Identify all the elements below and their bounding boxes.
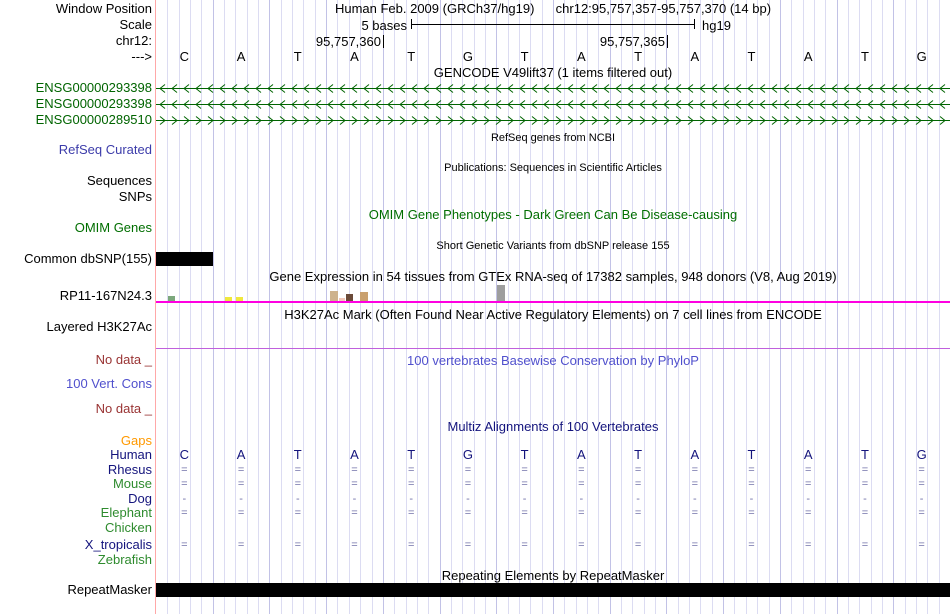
alignment-row-elephant — [156, 506, 950, 520]
scale-value: 5 bases — [361, 18, 407, 33]
base-letter: T — [634, 49, 643, 64]
alignment-symbol: = — [407, 464, 415, 476]
alignment-symbol: - — [295, 493, 300, 505]
alignment-symbol: = — [294, 507, 301, 519]
vert-cons-label[interactable]: 100 Vert. Cons — [66, 376, 152, 391]
alignment-symbol: = — [464, 464, 472, 476]
base-letter: A — [803, 49, 813, 64]
species-label-mouse[interactable]: Mouse — [112, 476, 152, 491]
alignment-symbol: - — [806, 493, 811, 505]
base-letter: G — [916, 447, 927, 462]
alignment-symbol: = — [861, 539, 869, 551]
alignment-row-dog — [156, 492, 950, 506]
base-letter: A — [803, 447, 813, 462]
base-letter: T — [520, 447, 529, 462]
species-label-zebrafish[interactable]: Zebrafish — [97, 552, 152, 567]
genome-build-label: hg19 — [702, 18, 731, 33]
gtex-gene-label[interactable]: RP11-167N24.3 — [59, 288, 152, 303]
alignment-symbol: = — [691, 464, 698, 476]
alignment-symbol: = — [634, 464, 642, 476]
alignment-symbol: = — [861, 478, 869, 490]
alignment-symbol: = — [237, 539, 245, 551]
coordinate-left-tick — [383, 35, 384, 48]
multiz-track-title[interactable]: Multiz Alignments of 100 Vertebrates — [447, 419, 659, 434]
base-letter: C — [179, 49, 190, 64]
alignment-symbol: = — [521, 478, 528, 490]
species-label-dog[interactable]: Dog — [128, 491, 152, 506]
alignment-symbol: = — [748, 464, 755, 476]
coordinate-right: 95,757,365 — [599, 34, 665, 49]
snps-label[interactable]: SNPs — [118, 189, 152, 204]
alignment-symbol: = — [634, 539, 642, 551]
scale-label: Scale — [119, 17, 152, 32]
gencode-track-title[interactable]: GENCODE V49lift37 (1 items filtered out) — [433, 65, 673, 80]
alignment-symbol: = — [691, 539, 698, 551]
alignment-row-mouse — [156, 477, 950, 491]
alignment-symbol: = — [521, 507, 528, 519]
alignment-symbol: - — [522, 493, 527, 505]
alignment-symbol: = — [521, 464, 528, 476]
position-range: chr12:95,757,357-95,757,370 (14 bp) — [555, 1, 772, 16]
base-letter: A — [690, 49, 700, 64]
alignment-symbol: - — [919, 493, 924, 505]
alignment-symbol: = — [691, 507, 698, 519]
alignment-symbol: - — [409, 493, 414, 505]
alignment-symbol: = — [237, 464, 245, 476]
refseq-curated-label[interactable]: RefSeq Curated — [58, 142, 152, 157]
alignment-symbol: = — [804, 507, 812, 519]
gencode-gene-label[interactable]: ENSG00000293398 — [35, 96, 152, 111]
alignment-symbol: = — [918, 507, 925, 519]
base-letter: T — [747, 49, 756, 64]
base-letter: T — [407, 447, 416, 462]
alignment-symbol: = — [351, 507, 358, 519]
scale-ruler — [411, 19, 695, 29]
alignment-symbol: = — [578, 539, 585, 551]
alignment-symbol: = — [407, 539, 415, 551]
alignment-symbol: - — [182, 493, 187, 505]
dbsnp-variant-bar[interactable] — [156, 252, 213, 266]
base-letter: T — [520, 49, 529, 64]
gtex-tissue-bar[interactable] — [346, 294, 353, 301]
h3k27ac-track-title[interactable]: H3K27Ac Mark (Often Found Near Active Regulatory Elements) on 7 cell lines from ENCODE — [284, 307, 822, 322]
assembly-name: Human Feb. 2009 (GRCh37/hg19) — [334, 1, 535, 16]
repeatmasker-track-title[interactable]: Repeating Elements by RepeatMasker — [441, 568, 665, 583]
base-letter: T — [747, 447, 756, 462]
alignment-symbol: = — [578, 507, 585, 519]
alignment-symbol: = — [634, 507, 642, 519]
gene-direction-arrows[interactable] — [156, 100, 950, 109]
alignment-symbol: = — [918, 478, 925, 490]
base-letter: T — [860, 49, 869, 64]
species-label-rhesus[interactable]: Rhesus — [107, 462, 152, 477]
base-letter: G — [916, 49, 927, 64]
alignment-symbol: = — [181, 507, 188, 519]
alignment-symbol: = — [861, 507, 869, 519]
base-letter: G — [462, 447, 473, 462]
window-position-label: Window Position — [55, 1, 152, 16]
alignment-symbol: = — [181, 539, 188, 551]
omim-genes-label[interactable]: OMIM Genes — [74, 220, 152, 235]
gtex-tissue-bar[interactable] — [360, 292, 368, 301]
alignment-symbol: = — [748, 539, 755, 551]
refseq-track-title[interactable]: RefSeq genes from NCBI — [490, 132, 616, 144]
alignment-symbol: = — [351, 539, 358, 551]
publications-track-title[interactable]: Publications: Sequences in Scientific Articles — [444, 162, 662, 174]
base-letter: T — [293, 447, 302, 462]
strand-direction-arrow[interactable]: ---> — [131, 49, 152, 64]
base-letter: A — [236, 447, 246, 462]
base-letter: A — [690, 447, 700, 462]
base-letter: C — [179, 447, 190, 462]
alignment-symbol: - — [239, 493, 243, 505]
base-sequence-row — [156, 50, 950, 64]
alignment-symbol: = — [578, 478, 585, 490]
gtex-baseline-magenta — [156, 301, 950, 303]
alignment-symbol: = — [748, 507, 755, 519]
alignment-symbol: = — [181, 464, 188, 476]
sequences-label[interactable]: Sequences — [86, 173, 152, 188]
common-dbsnp-label[interactable]: Common dbSNP(155) — [24, 251, 152, 266]
alignment-symbol: = — [351, 464, 358, 476]
layered-h3k27ac-label[interactable]: Layered H3K27Ac — [46, 319, 152, 334]
gtex-tissue-bar[interactable] — [497, 285, 505, 301]
alignment-symbol: - — [352, 493, 357, 505]
alignment-symbol: = — [861, 464, 869, 476]
alignment-symbol: - — [466, 493, 470, 505]
alignment-symbol: - — [863, 493, 867, 505]
species-label-human[interactable]: Human — [110, 447, 152, 462]
dbsnp-track-title[interactable]: Short Genetic Variants from dbSNP release 155 — [436, 240, 670, 252]
header-position-line — [156, 2, 950, 16]
alignment-symbol: = — [407, 507, 415, 519]
alignment-symbol: - — [749, 493, 754, 505]
alignment-symbol: = — [804, 464, 812, 476]
base-letter: T — [634, 447, 643, 462]
repeatmasker-label[interactable]: RepeatMasker — [67, 582, 152, 597]
alignment-symbol: = — [294, 539, 301, 551]
alignment-symbol: = — [464, 478, 472, 490]
chromosome-label: chr12: — [115, 33, 152, 48]
base-letter: A — [577, 447, 586, 462]
alignment-symbol: = — [804, 478, 812, 490]
species-label-x_tropicalis[interactable]: X_tropicalis — [84, 537, 152, 552]
base-letter: T — [407, 49, 416, 64]
alignment-symbol: = — [748, 478, 755, 490]
base-letter: A — [577, 49, 586, 64]
alignment-row-rhesus — [156, 463, 950, 477]
phylop-no-data-label: No data _ — [95, 401, 152, 416]
alignment-symbol: = — [634, 478, 642, 490]
alignment-symbol: = — [918, 464, 925, 476]
alignment-symbol: = — [294, 464, 301, 476]
alignment-symbol: = — [294, 478, 301, 490]
alignment-row-x_tropicalis — [156, 538, 950, 552]
base-letter: T — [293, 49, 302, 64]
base-letter: T — [860, 447, 869, 462]
alignment-symbol: - — [692, 493, 697, 505]
alignment-symbol: = — [578, 464, 585, 476]
gene-direction-arrows[interactable] — [156, 84, 950, 93]
base-letter: G — [462, 49, 473, 64]
alignment-symbol: = — [521, 539, 528, 551]
base-letter: A — [350, 447, 359, 462]
species-label-chicken[interactable]: Chicken — [105, 520, 152, 535]
alignment-symbol: = — [407, 478, 415, 490]
coordinate-left: 95,757,360 — [315, 34, 381, 49]
phylop-track-title[interactable]: 100 vertebrates Basewise Conservation by PhyloP — [407, 353, 699, 368]
alignment-symbol: - — [636, 493, 640, 505]
gene-direction-arrows[interactable] — [156, 116, 950, 125]
base-letter: A — [236, 49, 246, 64]
alignment-symbol: = — [237, 507, 245, 519]
gtex-track-title[interactable]: Gene Expression in 54 tissues from GTEx RNA-seq of 17382 samples, 948 donors (V8, Aug 2019) — [269, 269, 837, 284]
gtex-tissue-bar[interactable] — [330, 291, 338, 301]
base-letter: A — [350, 49, 359, 64]
alignment-symbol: = — [181, 478, 188, 490]
alignment-symbol: = — [804, 539, 812, 551]
h3k27ac-no-data-label: No data _ — [95, 352, 152, 367]
species-label-elephant[interactable]: Elephant — [100, 505, 152, 520]
alignment-symbol: - — [579, 493, 584, 505]
species-label-gaps[interactable]: Gaps — [120, 433, 152, 448]
omim-track-title[interactable]: OMIM Gene Phenotypes - Dark Green Can Be Disease-causing — [368, 207, 738, 222]
gencode-gene-label[interactable]: ENSG00000293398 — [35, 80, 152, 95]
alignment-symbol: = — [918, 539, 925, 551]
gencode-gene-label[interactable]: ENSG00000289510 — [35, 112, 152, 127]
alignment-symbol: = — [237, 478, 245, 490]
alignment-row-human — [156, 448, 950, 462]
alignment-symbol: = — [351, 478, 358, 490]
alignment-symbol: = — [464, 539, 472, 551]
alignment-symbol: = — [464, 507, 472, 519]
coordinate-right-tick — [667, 35, 668, 48]
h3k27ac-baseline-violet — [156, 348, 950, 349]
repeatmasker-element-bar[interactable] — [156, 583, 950, 597]
alignment-symbol: = — [691, 478, 698, 490]
